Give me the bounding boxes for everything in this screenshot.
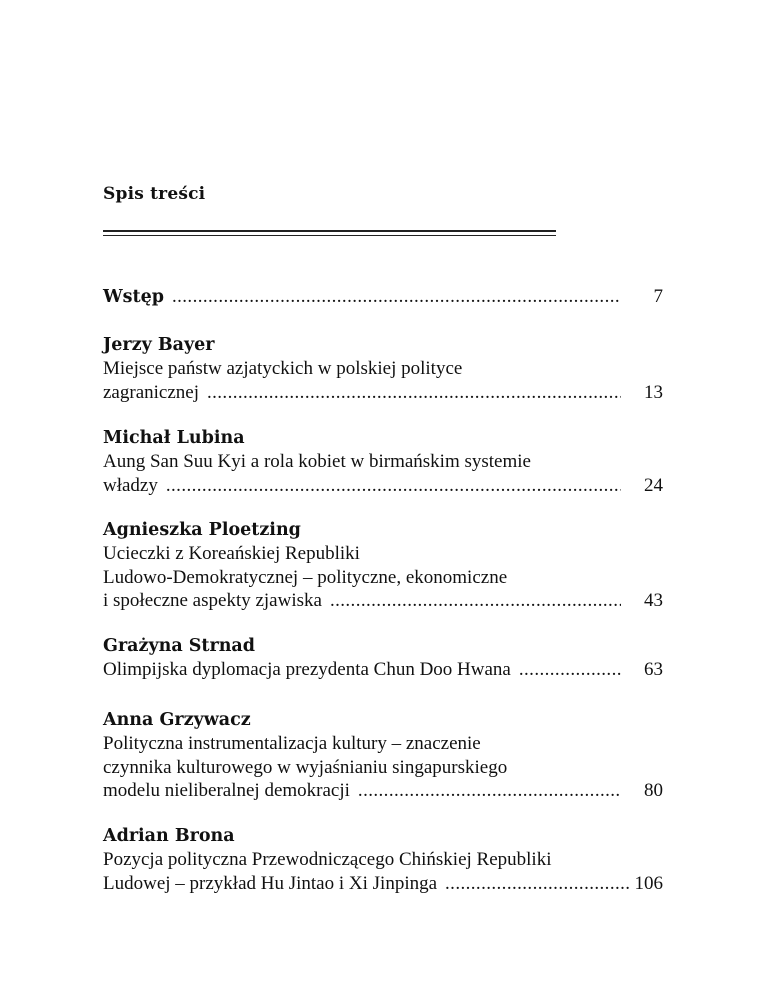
entry-title-line: Aung San Suu Kyi a rola kobiet w birmańskim systemie — [103, 451, 531, 472]
page-number: 106 — [634, 872, 663, 894]
toc-entry-1[interactable] — [103, 333, 663, 404]
entry-title-end: Olimpijska dyplomacja prezydenta Chun Doo Hwana — [103, 659, 511, 680]
page-number: 63 — [644, 659, 663, 680]
page-number: 80 — [644, 780, 663, 801]
entry-author: Jerzy Bayer — [103, 335, 215, 355]
toc-entry-intro-line — [103, 285, 663, 309]
entry-author: Anna Grzywacz — [103, 710, 251, 730]
page-number: 13 — [644, 381, 663, 403]
entry-title-end: władzy — [103, 474, 158, 496]
toc-entry-6[interactable] — [103, 824, 663, 895]
toc-entry-2[interactable] — [103, 426, 663, 497]
page-title: Spis treści — [103, 184, 206, 204]
entry-title-line: czynnika kulturowego w wyjaśnianiu singapurskiego — [103, 756, 508, 778]
entry-title-last-line — [103, 381, 663, 405]
toc-entry-4[interactable] — [103, 634, 663, 682]
entry-title-line: Miejsce państw azjatyckich w polskiej polityce — [103, 358, 463, 379]
entry-title-last-line — [103, 872, 663, 896]
leader-dots — [445, 872, 628, 896]
toc-entry-intro[interactable] — [103, 285, 663, 309]
toc-entry-3[interactable] — [103, 518, 663, 613]
entry-author: Adrian Brona — [103, 826, 235, 846]
entry-title-end: modelu nieliberalnej demokracji — [103, 780, 350, 801]
title-rule-top — [103, 230, 556, 232]
page-number: 7 — [653, 286, 663, 307]
leader-dots — [207, 381, 621, 405]
leader-dots — [519, 658, 621, 682]
entry-title-last-line — [103, 474, 663, 498]
entry-title-line: Pozycja polityczna Przewodniczącego Chińskiej Republiki — [103, 849, 552, 870]
page-number: 24 — [644, 474, 663, 496]
entry-title-end: i społeczne aspekty zjawiska — [103, 590, 322, 611]
toc-entry-5[interactable] — [103, 708, 663, 803]
leader-dots — [166, 474, 621, 498]
entry-title-end: zagranicznej — [103, 381, 199, 403]
entry-title-last-line — [103, 589, 663, 613]
leader-dots — [358, 779, 621, 803]
leader-dots — [330, 589, 621, 613]
entry-title-line: Ludowo-Demokratycznej – polityczne, ekonomiczne — [103, 566, 508, 588]
title-rule-bottom — [103, 235, 556, 236]
page-number: 43 — [644, 590, 663, 611]
entry-author: Grażyna Strnad — [103, 636, 256, 656]
entry-title-line: Ucieczki z Koreańskiej Republiki — [103, 543, 360, 564]
leader-dots — [172, 285, 621, 309]
intro-title: Wstęp — [103, 287, 164, 307]
entry-title-last-line — [103, 779, 663, 803]
entry-title-end: Ludowej – przykład Hu Jintao i Xi Jinpinga — [103, 872, 438, 894]
entry-title-last-line — [103, 658, 663, 682]
entry-title-line: Polityczna instrumentalizacja kultury – znaczenie — [103, 733, 481, 754]
entry-author: Michał Lubina — [103, 428, 245, 448]
entry-author: Agnieszka Ploetzing — [103, 520, 301, 540]
